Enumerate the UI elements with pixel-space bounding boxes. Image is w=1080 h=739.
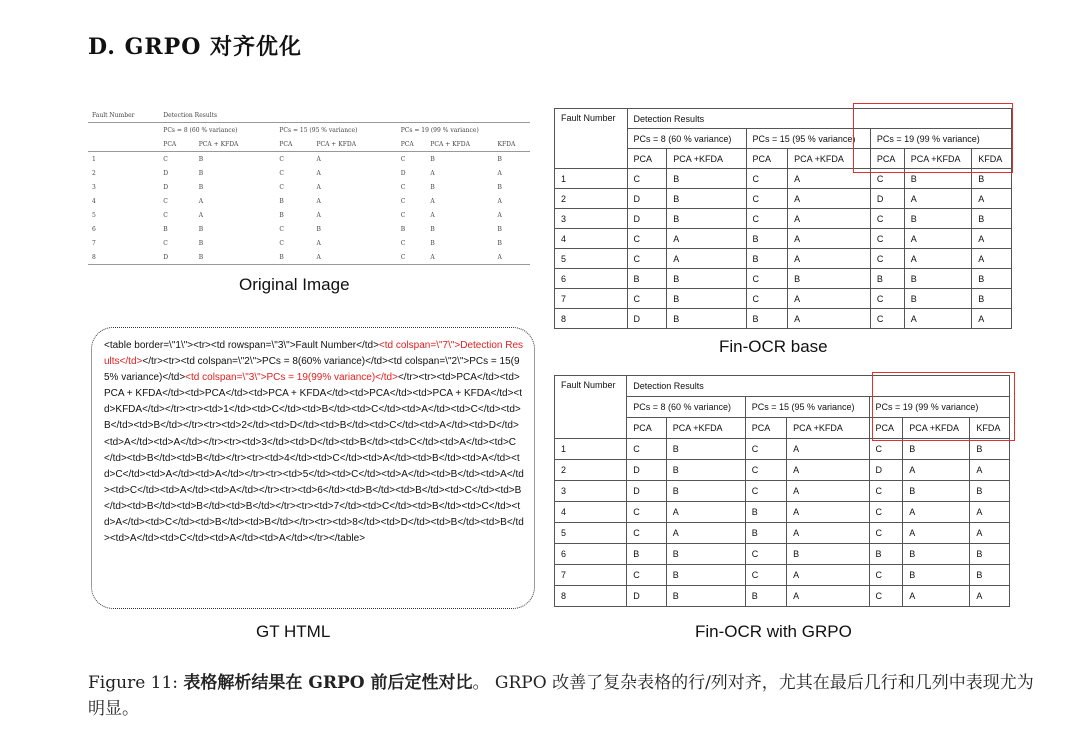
result-cell: A [787,481,869,502]
result-cell: B [666,481,745,502]
grpo-group-1: PCs = 8 (60 % variance) [627,397,745,418]
result-cell: A [787,502,869,523]
result-cell: C [746,169,788,189]
fin-ocr-base-caption: Fin-OCR base [719,337,828,356]
result-cell: D [400,169,406,177]
figure-caption-rest: 。 GRPO 改善了复杂表格的行/列对齐，尤其在最后几行和几列中表现尤为明显。 [88,673,1034,719]
result-cell: C [627,502,667,523]
orig-method: KFDA [497,140,516,148]
result-cell: B [497,225,502,233]
orig-method: PCA [163,140,177,148]
result-cell: A [787,565,869,586]
table-row [555,229,1012,249]
orig-method: PCA + KFDA [198,140,239,148]
base-header-fault: Fault Number [555,109,628,169]
fault-number-cell: 2 [92,169,96,177]
fault-number-cell: 2 [555,460,627,481]
result-cell: B [198,225,204,233]
table-row [555,189,1012,209]
base-method: PCA +KFDA [667,149,746,169]
result-cell: B [666,439,745,460]
result-cell: A [316,197,321,205]
result-cell: B [903,439,970,460]
result-cell: B [195,250,276,265]
table-row [88,208,530,222]
result-cell: C [397,152,427,167]
gt-html-caption: GT HTML [256,622,331,641]
result-cell: B [904,289,971,309]
base-group-1: PCs = 8 (60 % variance) [627,129,746,149]
table-row [555,544,1010,565]
fault-number-cell: 4 [555,229,628,249]
result-cell: A [426,250,493,265]
result-cell: B [903,565,970,586]
result-cell: D [869,460,903,481]
result-cell: C [159,152,194,167]
fault-number-cell: 3 [555,481,627,502]
result-cell: A [904,249,971,269]
table-row [88,194,530,208]
grpo-group-3: PCs = 19 (99 % variance) [869,397,1009,418]
result-cell: B [745,523,786,544]
result-cell: B [316,225,321,233]
base-method: PCA [746,149,788,169]
result-cell: B [430,239,435,247]
result-cell: A [903,523,970,544]
result-cell: B [904,269,971,289]
fault-number-cell: 8 [88,250,159,265]
result-cell: B [870,269,904,289]
result-cell: B [279,211,284,219]
table-row [555,565,1010,586]
orig-table-body [88,152,530,265]
fault-number-cell: 1 [555,439,627,460]
result-cell: C [279,225,284,233]
result-cell: A [667,249,746,269]
result-cell: C [870,229,904,249]
result-cell: A [787,439,869,460]
result-cell: B [904,209,971,229]
fault-number-cell: 3 [92,183,96,191]
result-cell: C [627,169,667,189]
result-cell: C [745,439,786,460]
result-cell: B [497,239,502,247]
result-cell: A [316,211,321,219]
grpo-header-fault: Fault Number [555,376,627,439]
result-cell: B [787,544,869,565]
result-cell: A [972,189,1012,209]
figure-caption [88,670,1038,722]
grpo-method: PCA +KFDA [666,418,745,439]
result-cell: C [627,523,667,544]
result-cell: C [746,269,788,289]
result-cell: B [903,544,970,565]
result-cell: C [397,250,427,265]
base-method: KFDA [972,149,1012,169]
table-row [555,249,1012,269]
code-text: </tr><tr><td>PCA</td><td>PCA + KFDA</td><td>PCA</td><td>PCA + KFDA</td><td>PCA</td><td>PCA + KFDA</td><td>KFDA</td></tr><tr><td>1</td><td>C</td><td>B</td><td>C</td><td>A</td><td>C</td><td>B</td><td>B</td></tr><tr><td>2</td><td>D</td><td>B</td><td>C</td><td>A</td><td>D</td><td>A</td><td>A</td></tr><tr><td>3</td><td>D</td><td>B</td><td>C</td><td>A</td><td>C</td><td>B</td><td>B</td></tr><tr><td>4</td><td>C</td><td>A</td><td>B</td><td>A</td><td>C</td><td>A</td><td>A</td></tr><tr><td>5</td><td>C</td><td>A</td><td>B</td><td>A</td><td>C</td><td>A</td><td>A</td></tr><tr><td>6</td><td>B</td><td>B</td><td>C</td><td>B</td><td>B</td><td>B</td><td>B</td></tr><tr><td>7</td><td>C</td><td>B</td><td>C</td><td>A</td><td>C</td><td>B</td><td>B</td></tr><tr><td>8</td><td>D</td><td>B</td><td>B</td><td>A</td><td>C</td><td>A</td><td>A</td></tr></table> [104,372,524,545]
result-cell: B [972,289,1012,309]
result-cell: C [745,565,786,586]
fault-number-cell: 7 [555,289,628,309]
result-cell: A [787,460,869,481]
result-cell: B [430,225,435,233]
result-cell: A [198,197,204,205]
result-cell: B [746,249,788,269]
grpo-method: KFDA [970,418,1010,439]
result-cell: A [787,523,869,544]
code-text: </tr><tr><td colspan=\"2\">PCs = 8(60% variance)</td><td colspan=\"2\">PCs = 15(95% variance)</td> [104,356,520,384]
orig-group-1: PCs = 8 (60 % variance) [163,126,238,134]
section-title: D. GRPO 对齐优化 [88,34,303,60]
result-cell: B [400,225,406,233]
table-row [88,250,530,265]
fault-number-cell: 4 [92,197,96,205]
result-cell: B [275,250,312,265]
result-cell: A [904,309,971,329]
base-method: PCA +KFDA [788,149,871,169]
result-cell: C [869,439,903,460]
result-cell: B [666,544,745,565]
result-cell: A [904,189,971,209]
orig-group-2: PCs = 15 (95 % variance) [279,126,358,134]
result-cell: B [972,209,1012,229]
table-row [88,152,530,167]
table-row [555,460,1010,481]
table-row [555,439,1010,460]
code-text: <table border=\"1\"><tr><td rowspan=\"3\">Fault Number</td> [104,340,379,351]
result-cell: C [869,523,903,544]
orig-method: PCA + KFDA [430,140,470,148]
result-cell: B [904,169,971,189]
table-row [88,180,530,194]
result-cell: A [970,586,1010,607]
result-cell: D [163,169,169,177]
table-row [555,309,1012,329]
result-cell: A [972,309,1012,329]
table-row [555,586,1010,607]
result-cell: B [746,229,788,249]
figure-label: Figure 11: [88,673,179,693]
result-cell: A [970,502,1010,523]
result-cell: A [788,229,871,249]
result-cell: C [275,152,312,167]
result-cell: B [746,309,788,329]
result-cell: C [627,439,667,460]
result-cell: C [400,239,406,247]
base-method: PCA [627,149,667,169]
code-highlight: <td colspan=\"3\">PCs = 19(99% variance)</td> [185,372,398,384]
result-cell: B [426,152,493,167]
result-cell: B [667,309,746,329]
result-cell: C [400,197,406,205]
figure-caption-bold: 表格解析结果在 GRPO 前后定性对比 [183,673,473,693]
fault-number-cell: 5 [555,523,627,544]
orig-method: PCA + KFDA [316,140,357,148]
grpo-method: PCA [869,418,903,439]
result-cell: B [788,269,871,289]
result-cell: B [970,544,1010,565]
result-cell: C [745,544,786,565]
grpo-method: PCA [627,418,667,439]
result-cell: C [279,183,284,191]
result-cell: A [903,586,970,607]
table-row [555,289,1012,309]
base-method: PCA [870,149,904,169]
result-cell: C [279,169,284,177]
original-image-table [88,108,530,265]
result-cell: A [788,309,871,329]
result-cell: A [316,183,321,191]
orig-header-fault: Fault Number [88,108,159,123]
fault-number-cell: 7 [92,239,96,247]
result-cell: B [198,183,204,191]
result-cell: C [163,211,168,219]
result-cell: D [627,309,667,329]
result-cell: B [627,269,667,289]
result-cell: A [316,239,321,247]
fault-number-cell: 2 [555,189,628,209]
result-cell: A [497,169,502,177]
result-cell: D [627,209,667,229]
table-row [88,236,530,250]
result-cell: A [972,229,1012,249]
result-cell: A [198,211,204,219]
result-cell: C [870,209,904,229]
grpo-table-body [555,439,1010,607]
result-cell: C [869,586,903,607]
result-cell: B [667,209,746,229]
result-cell: A [903,460,970,481]
fault-number-cell: 6 [92,225,96,233]
table-row [555,502,1010,523]
original-image-caption: Original Image [239,275,350,294]
orig-header-detection: Detection Results [159,108,530,123]
fault-number-cell: 4 [555,502,627,523]
grpo-method: PCA +KFDA [903,418,970,439]
result-cell: A [666,523,745,544]
result-cell: B [198,239,204,247]
result-cell: A [972,249,1012,269]
result-cell: D [627,481,667,502]
result-cell: C [870,289,904,309]
result-cell: B [430,183,435,191]
grpo-group-2: PCs = 15 (95 % variance) [745,397,869,418]
grpo-method: PCA +KFDA [787,418,869,439]
result-cell: B [163,225,168,233]
table-row [555,481,1010,502]
result-cell: A [788,289,871,309]
result-cell: B [972,269,1012,289]
result-cell: B [970,481,1010,502]
fault-number-cell: 3 [555,209,628,229]
result-cell: C [627,229,667,249]
result-cell: B [972,169,1012,189]
result-cell: B [970,439,1010,460]
result-cell: B [666,460,745,481]
result-cell: C [400,183,406,191]
result-cell: B [497,183,502,191]
result-cell: B [667,169,746,189]
fault-number-cell: 8 [555,309,628,329]
table-row [555,523,1010,544]
result-cell: A [430,211,435,219]
result-cell: A [430,197,435,205]
result-cell: B [970,565,1010,586]
result-cell: A [788,249,871,269]
result-cell: C [869,565,903,586]
result-cell: B [745,586,786,607]
result-cell: A [494,250,530,265]
result-cell: B [666,565,745,586]
result-cell: C [869,481,903,502]
result-cell: D [627,586,667,607]
highlight-box-base [853,103,1013,173]
result-cell: C [869,502,903,523]
result-cell: A [787,586,869,607]
result-cell: B [745,502,786,523]
orig-method: PCA [279,140,293,148]
result-cell: C [279,239,284,247]
result-cell: B [666,586,745,607]
fault-number-cell: 5 [92,211,96,219]
result-cell: D [163,183,169,191]
result-cell: A [788,169,871,189]
result-cell: C [746,209,788,229]
gt-html-code-box [91,327,535,609]
result-cell: A [904,229,971,249]
result-cell: C [627,565,667,586]
fault-number-cell: 8 [555,586,627,607]
result-cell: D [627,460,667,481]
result-cell: C [163,239,168,247]
result-cell: A [788,189,871,209]
result-cell: A [903,502,970,523]
highlight-box-grpo [872,372,1015,441]
result-cell: B [494,152,530,167]
table-row [88,222,530,236]
fault-number-cell: 5 [555,249,628,269]
fault-number-cell: 7 [555,565,627,586]
result-cell: B [195,152,276,167]
result-cell: C [400,211,406,219]
result-cell: B [869,544,903,565]
result-cell: B [903,481,970,502]
result-cell: B [198,169,204,177]
result-cell: B [667,269,746,289]
result-cell: A [316,169,321,177]
result-cell: C [870,249,904,269]
result-cell: B [279,197,284,205]
result-cell: A [666,502,745,523]
result-cell: C [745,481,786,502]
result-cell: D [870,189,904,209]
result-cell: B [627,544,667,565]
table-row [555,209,1012,229]
grpo-header-detection: Detection Results [627,376,1010,397]
result-cell: C [746,289,788,309]
result-cell: A [667,229,746,249]
result-cell: C [627,249,667,269]
result-cell: C [746,189,788,209]
table-row [555,269,1012,289]
result-cell: D [159,250,194,265]
base-method: PCA +KFDA [904,149,971,169]
fault-number-cell: 6 [555,269,628,289]
result-cell: A [430,169,435,177]
fin-ocr-grpo-caption: Fin-OCR with GRPO [695,622,852,641]
result-cell: C [745,460,786,481]
base-group-2: PCs = 15 (95 % variance) [746,129,870,149]
result-cell: A [970,523,1010,544]
result-cell: C [627,289,667,309]
result-cell: A [970,460,1010,481]
result-cell: A [312,250,396,265]
result-cell: B [667,189,746,209]
result-cell: A [788,209,871,229]
base-group-3: PCs = 19 (99 % variance) [870,129,1011,149]
fault-number-cell: 6 [555,544,627,565]
base-header-detection: Detection Results [627,109,1011,129]
result-cell: B [667,289,746,309]
table-row [88,166,530,180]
result-cell: A [497,197,502,205]
base-table-body [555,169,1012,329]
result-cell: A [312,152,396,167]
orig-method: PCA [400,140,414,148]
result-cell: A [497,211,502,219]
result-cell: C [163,197,168,205]
result-cell: C [870,169,904,189]
grpo-method: PCA [745,418,786,439]
result-cell: D [627,189,667,209]
result-cell: C [870,309,904,329]
code-highlight: <td colspan=\"7\">Detection Results</td> [104,340,524,368]
fault-number-cell: 1 [88,152,159,167]
orig-group-3: PCs = 19 (99 % variance) [400,126,479,134]
fault-number-cell: 1 [555,169,628,189]
